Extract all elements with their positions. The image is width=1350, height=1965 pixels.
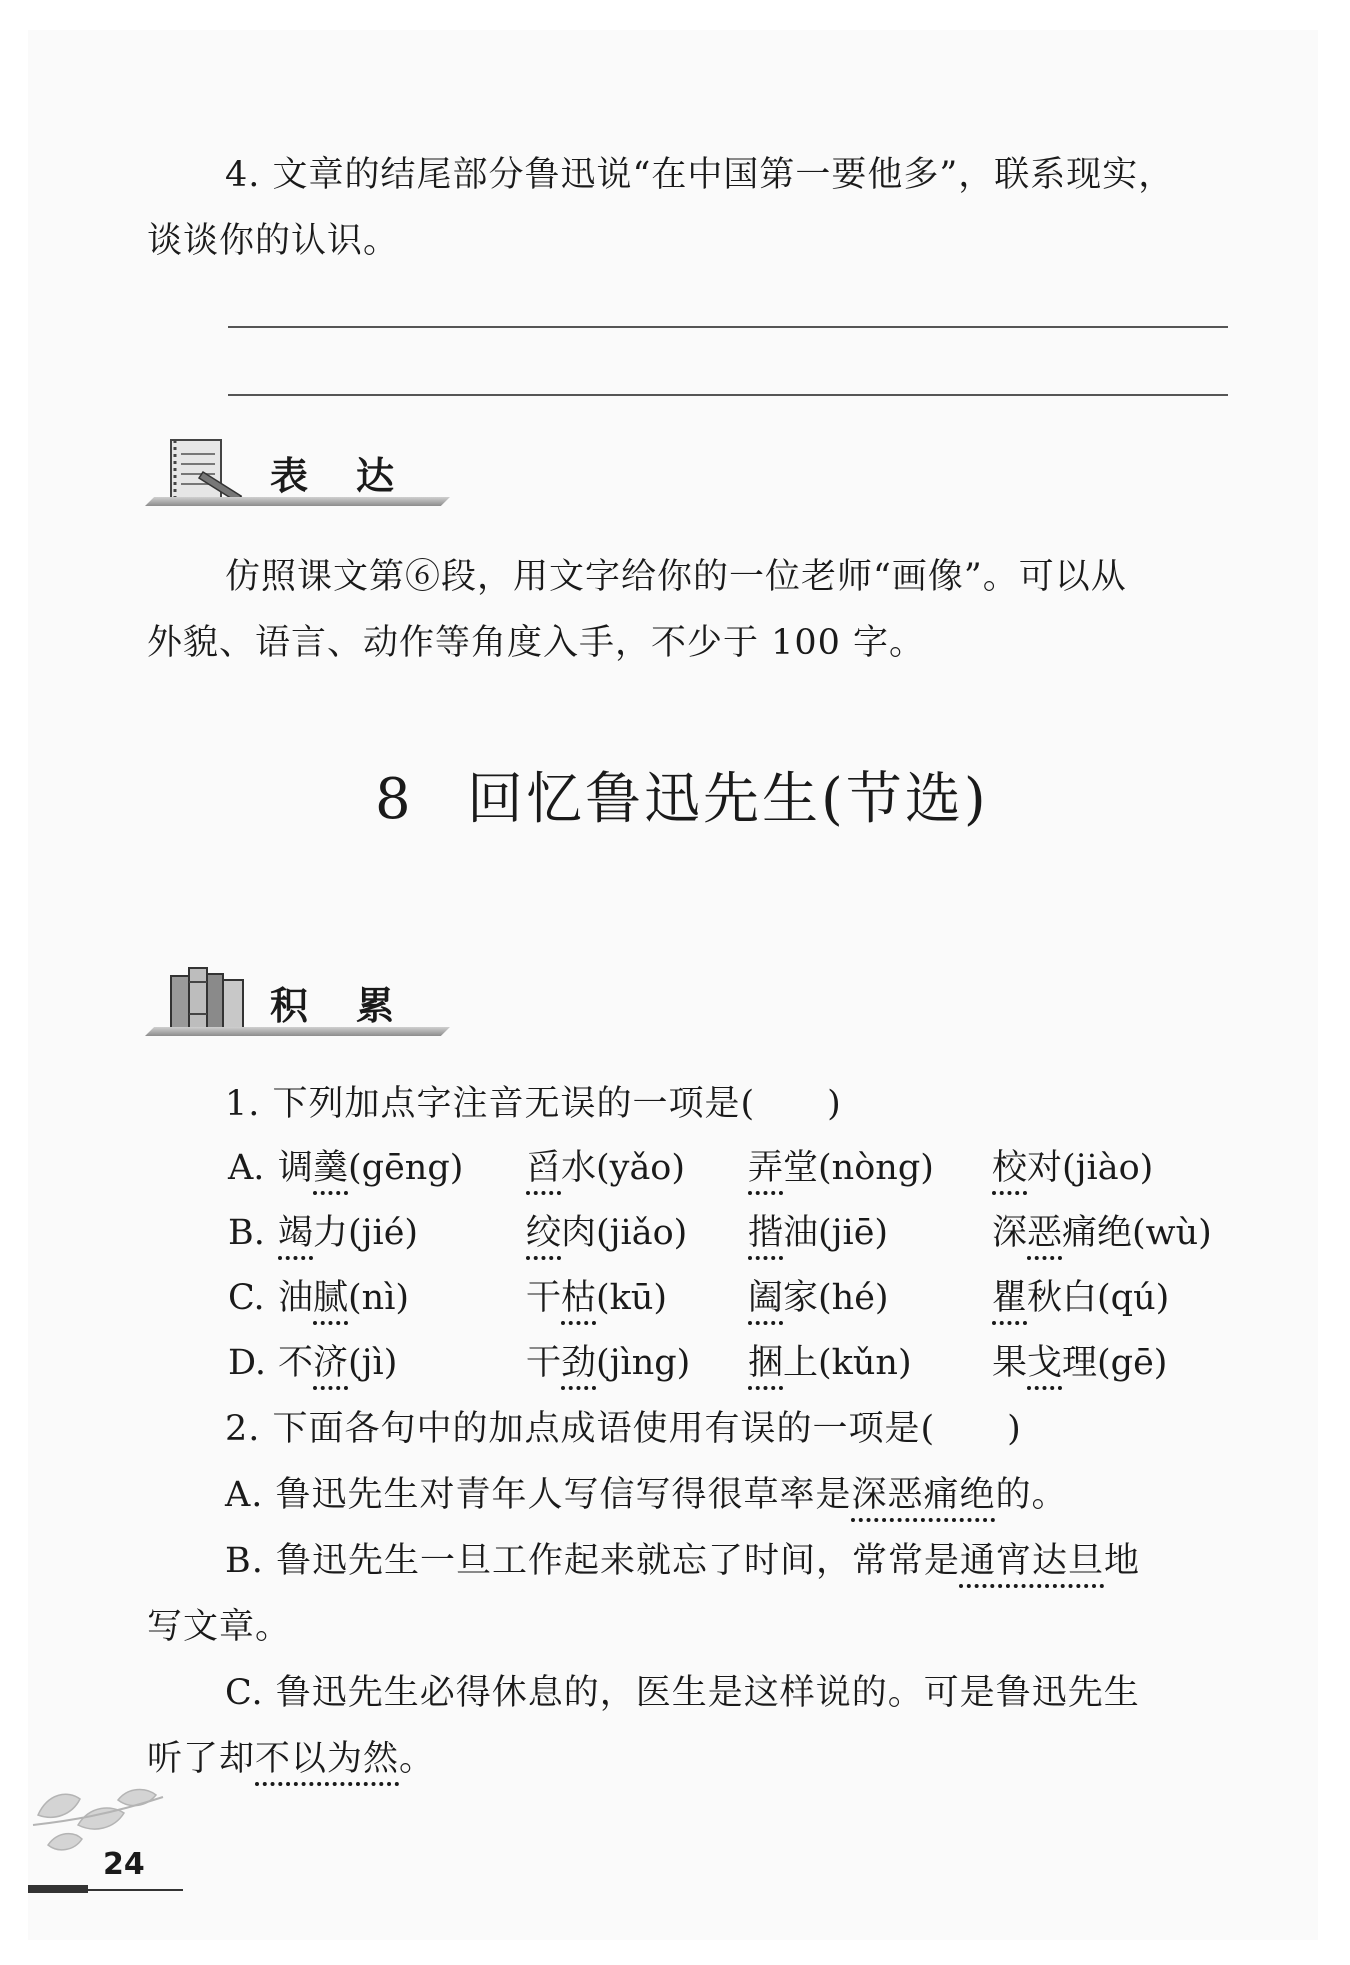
question-2-option-c[interactable]: C. 鲁迅先生必得休息的，医生是这样说的。可是鲁迅先生	[225, 1673, 1140, 1713]
expression-title: 表达	[270, 454, 443, 498]
expression-prompt-line1: 仿照课文第⑥段，用文字给你的一位老师“画像”。可以从	[225, 557, 1127, 597]
option-item: 果戈理(gē)	[992, 1343, 1168, 1383]
answer-line-1[interactable]	[228, 326, 1228, 328]
question-4-line1: 4. 文章的结尾部分鲁迅说“在中国第一要他多”，联系现实，	[225, 155, 1175, 195]
expression-section-header	[145, 432, 455, 514]
option-row-d[interactable]	[228, 1331, 1252, 1396]
option-item: 油腻(nì)	[278, 1278, 410, 1318]
option-item: 阖家(hé)	[748, 1278, 889, 1318]
question-1-options	[228, 1136, 1252, 1396]
chapter-number: 8	[375, 767, 414, 832]
option-item: 干枯(kū)	[526, 1278, 668, 1318]
question-4-line2: 谈谈你的认识。	[147, 221, 400, 261]
option-item: 弄堂(nòng)	[748, 1148, 934, 1188]
expression-prompt-line2: 外貌、语言、动作等角度入手，不少于 100 字。	[147, 623, 926, 663]
option-label: D.	[228, 1343, 266, 1383]
option-item: 捆上(kǔn)	[748, 1343, 912, 1383]
option-label: C.	[228, 1278, 265, 1318]
question-2-option-b[interactable]: B. 鲁迅先生一旦工作起来就忘了时间，常常是通宵达旦地	[225, 1541, 1141, 1581]
page-number: 24	[103, 1847, 145, 1882]
page-footer	[28, 1775, 178, 1895]
option-item: 干劲(jìng)	[526, 1343, 691, 1383]
page-number-bar	[28, 1885, 88, 1893]
books-icon	[165, 962, 255, 1038]
option-item: 绞肉(jiǎo)	[526, 1213, 688, 1253]
option-row-a[interactable]	[228, 1136, 1252, 1201]
chapter-title	[375, 765, 1075, 835]
question-1-stem: 1. 下列加点字注音无误的一项是( )	[225, 1084, 842, 1124]
question-2-stem: 2. 下面各句中的加点成语使用有误的一项是( )	[225, 1409, 1022, 1449]
chapter-name: 回忆鲁迅先生(节选)	[467, 767, 989, 832]
accumulation-title: 积累	[270, 984, 443, 1028]
option-item: 不济(jì)	[278, 1343, 398, 1383]
notebook-pen-icon	[165, 432, 255, 508]
answer-line-2[interactable]	[228, 394, 1228, 396]
option-item: 瞿秋白(qú)	[992, 1278, 1170, 1318]
option-item: 调羹(gēng)	[278, 1148, 464, 1188]
leaf-decoration-icon	[28, 1775, 168, 1875]
option-label: B.	[228, 1213, 265, 1253]
option-item: 深恶痛绝(wù)	[992, 1213, 1212, 1253]
option-row-b[interactable]	[228, 1201, 1252, 1266]
accumulation-section-header	[145, 962, 455, 1044]
question-2-option-c-line2: 听了却不以为然。	[147, 1739, 436, 1779]
question-2-option-b-line2: 写文章。	[147, 1607, 292, 1647]
option-item: 竭力(jié)	[278, 1213, 419, 1253]
option-label: A.	[228, 1148, 265, 1188]
question-2-option-a[interactable]: A. 鲁迅先生对青年人写信写得很草率是深恶痛绝的。	[225, 1475, 1068, 1515]
option-row-c[interactable]	[228, 1266, 1252, 1331]
option-item: 舀水(yǎo)	[526, 1148, 686, 1188]
page-number-rule	[88, 1889, 183, 1891]
option-item: 揩油(jiē)	[748, 1213, 889, 1253]
option-item: 校对(jiào)	[992, 1148, 1154, 1188]
